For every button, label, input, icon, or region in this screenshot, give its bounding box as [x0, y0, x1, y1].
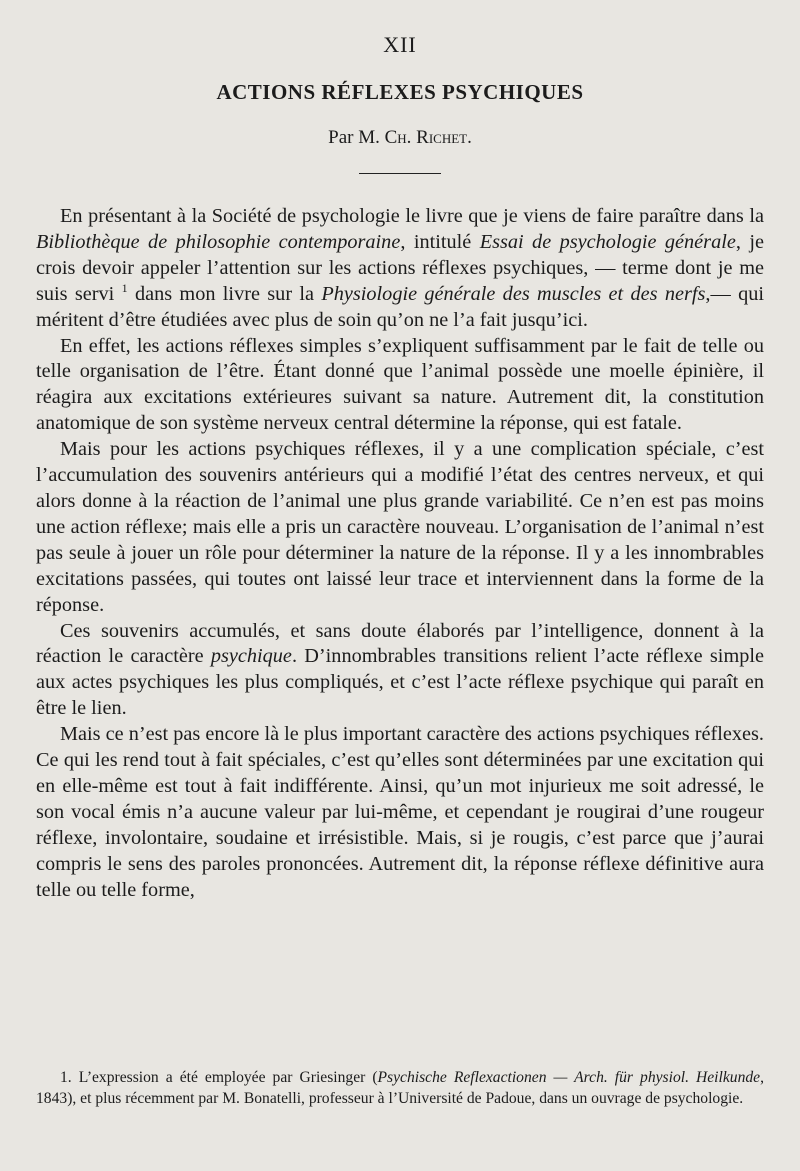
paragraph-2: En effet, les actions réflexes simples s’expliquent suffisamment par le fait de telle ou telle organisation de l’être. Étant donné que l’animal possède une moelle épinière, il réagira aux excitations extérieures suivant sa nature. Autrement dit, la constitution anatomique de son système nerveux central détermine la réponse, qui est fatale. [36, 334, 764, 435]
chapter-title: ACTIONS RÉFLEXES PSYCHIQUES [216, 80, 584, 104]
p1-text: , intitulé [400, 230, 480, 253]
footnote-ref: 1 [121, 280, 128, 295]
author-line [36, 127, 764, 149]
footnote-text: , 1843), et plus récemment par M. Bonatelli, professeur à l’Université de Padoue, dans un ouvrage de psychologie. [36, 1069, 764, 1107]
p4-text: Ces souvenirs accumulés, et sans doute élaborés par l’intelligence, donnent à la réaction le caractère [36, 619, 764, 668]
p4-text: . D’innombrables transitions relient l’acte réflexe simple aux actes psychiques les plus compliqués, et c’est l’acte réflexe psychique qui paraît en être le lien. [36, 645, 764, 720]
paragraph-5: Mais ce n’est pas encore là le plus important caractère des actions psychiques réflexes. Ce qui les rend tout à fait spéciales, c’est qu’elles sont déterminées par une excitation qui en elle-même est tout à fait indifférente. Ainsi, qu’un mot injurieux me soit adressé, le son vocal émis n’a aucune valeur par lui-même, et cependant je rougirai d’une rougeur réflexe, involontaire, soudaine et irrésistible. Mais, si je rougis, c’est parce que j’aurai compris le sens des paroles prononcées. Autrement dit, la réponse réflexe définitive aura telle ou telle forme, [36, 723, 764, 901]
footnote-text: 1. L’expression a été employée par Griesinger ( [60, 1069, 378, 1086]
p1-italic-book-title: Essai de psychologie générale [479, 230, 736, 253]
paragraph-4 [36, 619, 764, 723]
p1-text: , je crois devoir appeler l’attention sur les actions réflexes psychiques, — terme dont je me suis servi [36, 230, 764, 305]
p1-italic-series: Bibliothèque de philosophie contemporaine [36, 230, 401, 253]
p1-italic-book-title: Physiologie générale des muscles et des nerfs [321, 282, 706, 305]
article-body [36, 204, 764, 903]
author-prefix: Par M. [328, 127, 385, 148]
chapter-number: XII [383, 32, 417, 57]
p1-text: En présentant à la Société de psychologie le livre que je viens de faire paraître dans la [60, 205, 764, 227]
title-divider [359, 173, 441, 174]
paragraph-3: Mais pour les actions psychiques réflexes, il y a une complication spéciale, c’est l’accumulation des souvenirs antérieurs qui a modifié l’état des centres nerveux, et qui alors donne à la réaction de l’animal une plus grande variabilité. Ce n’en est pas moins une action réflexe; mais elle a pris un caractère nouveau. L’organisation de l’animal n’est pas seule à jouer un rôle pour déterminer la nature de la réponse. Il y a les innombrables excitations passées, qui toutes ont laissé leur trace et interviennent dans la forme de la réponse. [36, 438, 764, 616]
p1-text: ,— qui méritent d’être étudiées avec plus de soin qu’on ne l’a fait jusqu’ici. [36, 282, 765, 331]
footnote-italic-title: Psychische Reflexactionen — Arch. für physiol. Heilkunde [377, 1069, 761, 1086]
p1-text: dans mon livre sur la [127, 282, 322, 305]
footnote [36, 1068, 764, 1109]
author-name: Ch. Richet. [384, 127, 472, 148]
p4-italic-term: psychique [210, 645, 292, 668]
paragraph-1 [36, 204, 764, 334]
footnote-1 [36, 1068, 764, 1109]
